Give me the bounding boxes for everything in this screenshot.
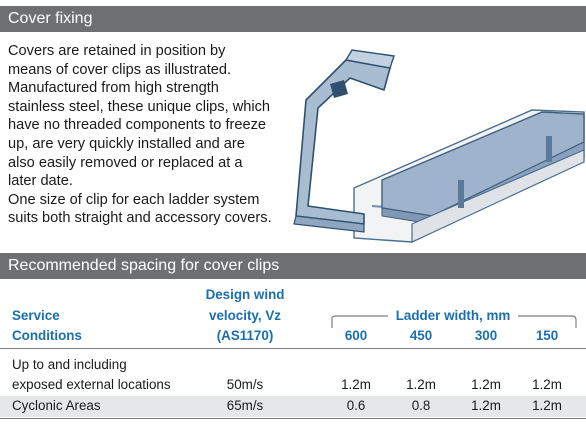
row-spacing-300: 1.2m (471, 398, 501, 413)
header-width-150: 150 (535, 328, 559, 343)
header-width-300: 300 (474, 328, 498, 343)
spacing-heading: Recommended spacing for cover clips (0, 253, 586, 279)
header-service: Service (12, 308, 60, 323)
cover-fixing-heading: Cover fixing (0, 6, 586, 32)
row-spacing-150: 1.2m (532, 398, 562, 413)
row-spacing-450: 0.8 (411, 398, 431, 413)
description-paragraph: Covers are retained in position by means of cover clips as illustrated. Manufactured from high strength stainless steel, these unique clips, which have no threaded components to freeze up, are very quickly installed and are also easily removed or replaced at a later date. (8, 43, 271, 190)
table-header-rule (0, 348, 586, 349)
row-velocity: 65m/s (226, 398, 264, 413)
header-design-wind: Design wind (205, 287, 285, 302)
row-spacing-600: 0.6 (346, 398, 366, 413)
header-width-600: 600 (344, 328, 368, 343)
row-spacing-600: 1.2m (341, 377, 371, 392)
header-conditions: Conditions (12, 328, 82, 343)
row-condition-line: Cyclonic Areas (12, 398, 101, 413)
table-bottom-rule (0, 418, 586, 419)
row-condition-line: exposed external locations (12, 377, 171, 392)
header-velocity: velocity, Vz (209, 308, 281, 323)
row-condition-line: Up to and including (12, 357, 127, 372)
cover-fixing-description (8, 42, 273, 228)
header-width-450: 450 (409, 328, 433, 343)
header-as1170: (AS1170) (216, 328, 274, 343)
row-spacing-150: 1.2m (532, 377, 562, 392)
row-spacing-450: 1.2m (406, 377, 436, 392)
header-ladder-width: Ladder width, mm (395, 308, 511, 323)
description-paragraph: One size of clip for each ladder system suits both straight and accessory covers. (8, 191, 272, 227)
cover-clip-illustration (272, 38, 586, 250)
row-velocity: 50m/s (226, 377, 264, 392)
row-spacing-300: 1.2m (471, 377, 501, 392)
